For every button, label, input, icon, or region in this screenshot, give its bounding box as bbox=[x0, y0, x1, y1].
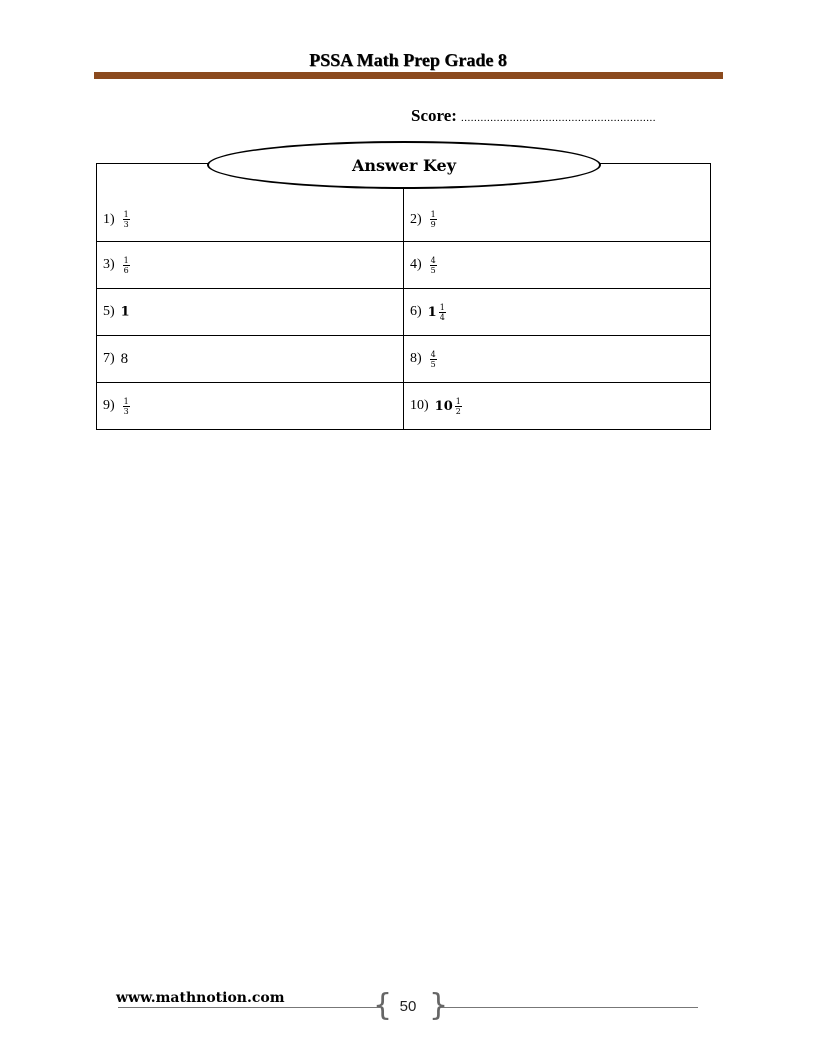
score-label: Score: bbox=[411, 106, 457, 125]
answer-row bbox=[97, 383, 711, 430]
answer-cell bbox=[404, 289, 711, 336]
fraction-denominator: 3 bbox=[123, 406, 129, 416]
score-line bbox=[411, 106, 656, 126]
answer-cell bbox=[404, 336, 711, 383]
footer-rule-right bbox=[440, 1007, 698, 1008]
answer-cell bbox=[97, 336, 404, 383]
fraction-numerator: 4 bbox=[430, 349, 436, 359]
answer-fraction bbox=[123, 210, 130, 229]
answer-key-table bbox=[96, 163, 711, 430]
answer-whole: 1 bbox=[120, 304, 130, 320]
answer-cell bbox=[97, 242, 404, 289]
fraction-numerator: 1 bbox=[439, 302, 445, 312]
fraction-numerator: 1 bbox=[430, 210, 436, 219]
header-rule bbox=[94, 72, 723, 79]
answer-fraction bbox=[430, 350, 437, 369]
answer-value: 8 bbox=[120, 350, 129, 367]
right-brace-icon: } bbox=[429, 988, 449, 1023]
answer-cell bbox=[97, 289, 404, 336]
question-number: 5) bbox=[103, 304, 115, 319]
answer-fraction bbox=[439, 303, 446, 322]
answer-fraction bbox=[123, 256, 130, 275]
answer-whole: 1 bbox=[427, 304, 437, 320]
fraction-denominator: 9 bbox=[430, 220, 436, 229]
answer-fraction bbox=[123, 397, 130, 416]
answer-row bbox=[97, 289, 711, 336]
answer-cell bbox=[97, 383, 404, 430]
fraction-numerator: 1 bbox=[123, 396, 129, 406]
fraction-denominator: 5 bbox=[430, 265, 436, 275]
question-number: 8) bbox=[410, 351, 422, 367]
left-brace-icon: { bbox=[373, 988, 393, 1023]
fraction-numerator: 4 bbox=[430, 255, 436, 265]
question-number: 9) bbox=[103, 398, 115, 414]
answer-cell bbox=[404, 242, 711, 289]
answer-key-title: Answer Key bbox=[207, 141, 601, 189]
question-number: 3) bbox=[103, 257, 115, 273]
answer-fraction bbox=[430, 210, 437, 229]
question-number: 10) bbox=[410, 398, 429, 414]
fraction-denominator: 2 bbox=[455, 406, 461, 416]
answer-cell bbox=[404, 383, 711, 430]
answer-whole: 10 bbox=[434, 398, 453, 414]
fraction-denominator: 4 bbox=[439, 312, 445, 322]
answer-fraction bbox=[430, 256, 437, 275]
fraction-numerator: 1 bbox=[455, 396, 461, 406]
footer-url: www.mathnotion.com bbox=[116, 990, 285, 1006]
footer-rule-left bbox=[118, 1007, 380, 1008]
question-number: 2) bbox=[410, 211, 422, 227]
question-number: 6) bbox=[410, 304, 422, 320]
answer-row bbox=[97, 336, 711, 383]
score-dots: ............................................................ bbox=[460, 112, 656, 124]
fraction-numerator: 1 bbox=[123, 255, 129, 265]
answer-fraction bbox=[455, 397, 462, 416]
fraction-denominator: 6 bbox=[123, 265, 129, 275]
fraction-denominator: 3 bbox=[123, 220, 129, 229]
fraction-numerator: 1 bbox=[123, 210, 129, 219]
question-number: 7) bbox=[103, 351, 115, 367]
page-number: 50 bbox=[399, 998, 417, 1015]
page-header-title: PSSA Math Prep Grade 8 bbox=[309, 50, 507, 70]
question-number: 4) bbox=[410, 257, 422, 273]
answer-row bbox=[97, 242, 711, 289]
fraction-denominator: 5 bbox=[430, 359, 436, 369]
question-number: 1) bbox=[103, 211, 115, 227]
